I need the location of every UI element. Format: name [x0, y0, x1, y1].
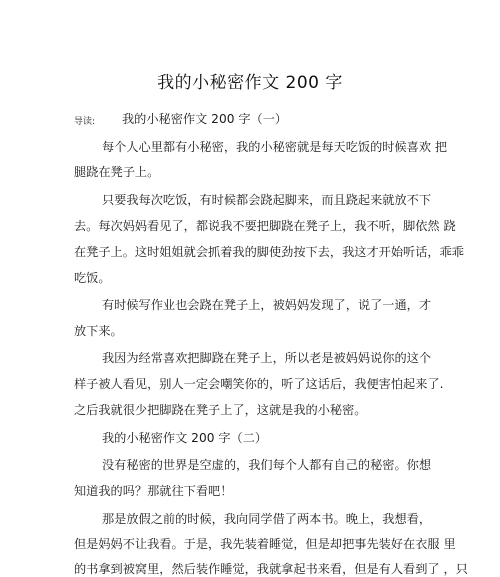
paragraph-line: 我因为经常喜欢把脚跷在凳子上，所以老是被妈妈说你的这个 — [102, 351, 432, 365]
paragraph-line: 没有秘密的世界是空虚的，我们每个人都有自己的秘密。你想 — [102, 458, 432, 472]
paragraph-line: 放下来。 — [74, 324, 123, 338]
paragraph-line: 只要我每次吃饭，有时候都会跷起脚来，而且跷起来就放不下 — [102, 193, 432, 207]
paragraph-line: 但是妈妈不让我看。于是，我先装着睡觉，但是却把事先装好在衣服 里 — [74, 537, 456, 551]
paragraph-line: 腿跷在凳子上。 — [74, 165, 160, 179]
paragraph-line: 的书拿到被窝里，然后装作睡觉，我就拿起书来看，但是有人看到了 ，只 — [74, 562, 468, 576]
paragraph-line: 之后我就很少把脚跷在凳子上了，这就是我的小秘密。 — [74, 403, 367, 417]
page-title: 我的小秘密作文 200 字 — [157, 73, 343, 93]
paragraph-line: 吃饭。 — [74, 271, 111, 285]
paragraph-line: 那是放假之前的时候，我向同学借了两本书。晚上，我想看， — [102, 512, 432, 526]
section-heading-2: 我的小秘密作文 200 字（二） — [102, 431, 268, 445]
section-heading-1: 我的小秘密作文 200 字（一） — [122, 112, 288, 126]
paragraph-line: 知道我的吗？那就往下看吧！ — [74, 484, 233, 498]
guide-label: 导读: — [74, 117, 96, 127]
paragraph-line: 样子被人看见，别人一定会嘲笑你的，听了这话后，我便害怕起来了. — [74, 377, 444, 391]
paragraph-line: 有时候写作业也会跷在凳子上，被妈妈发现了，说了一通，才 — [102, 298, 432, 312]
paragraph-line: 每个人心里都有小秘密，我的小秘密就是每天吃饭的时候喜欢 把 — [102, 140, 448, 154]
paragraph-line: 在凳子上。这时姐姐就会抓着我的脚使劲按下去，我这才开始听话，乖乖 — [74, 245, 464, 259]
paragraph-line: 去。每次妈妈看见了，都说我不要把脚跷在凳子上，我不听，脚依然 跷 — [74, 219, 456, 233]
